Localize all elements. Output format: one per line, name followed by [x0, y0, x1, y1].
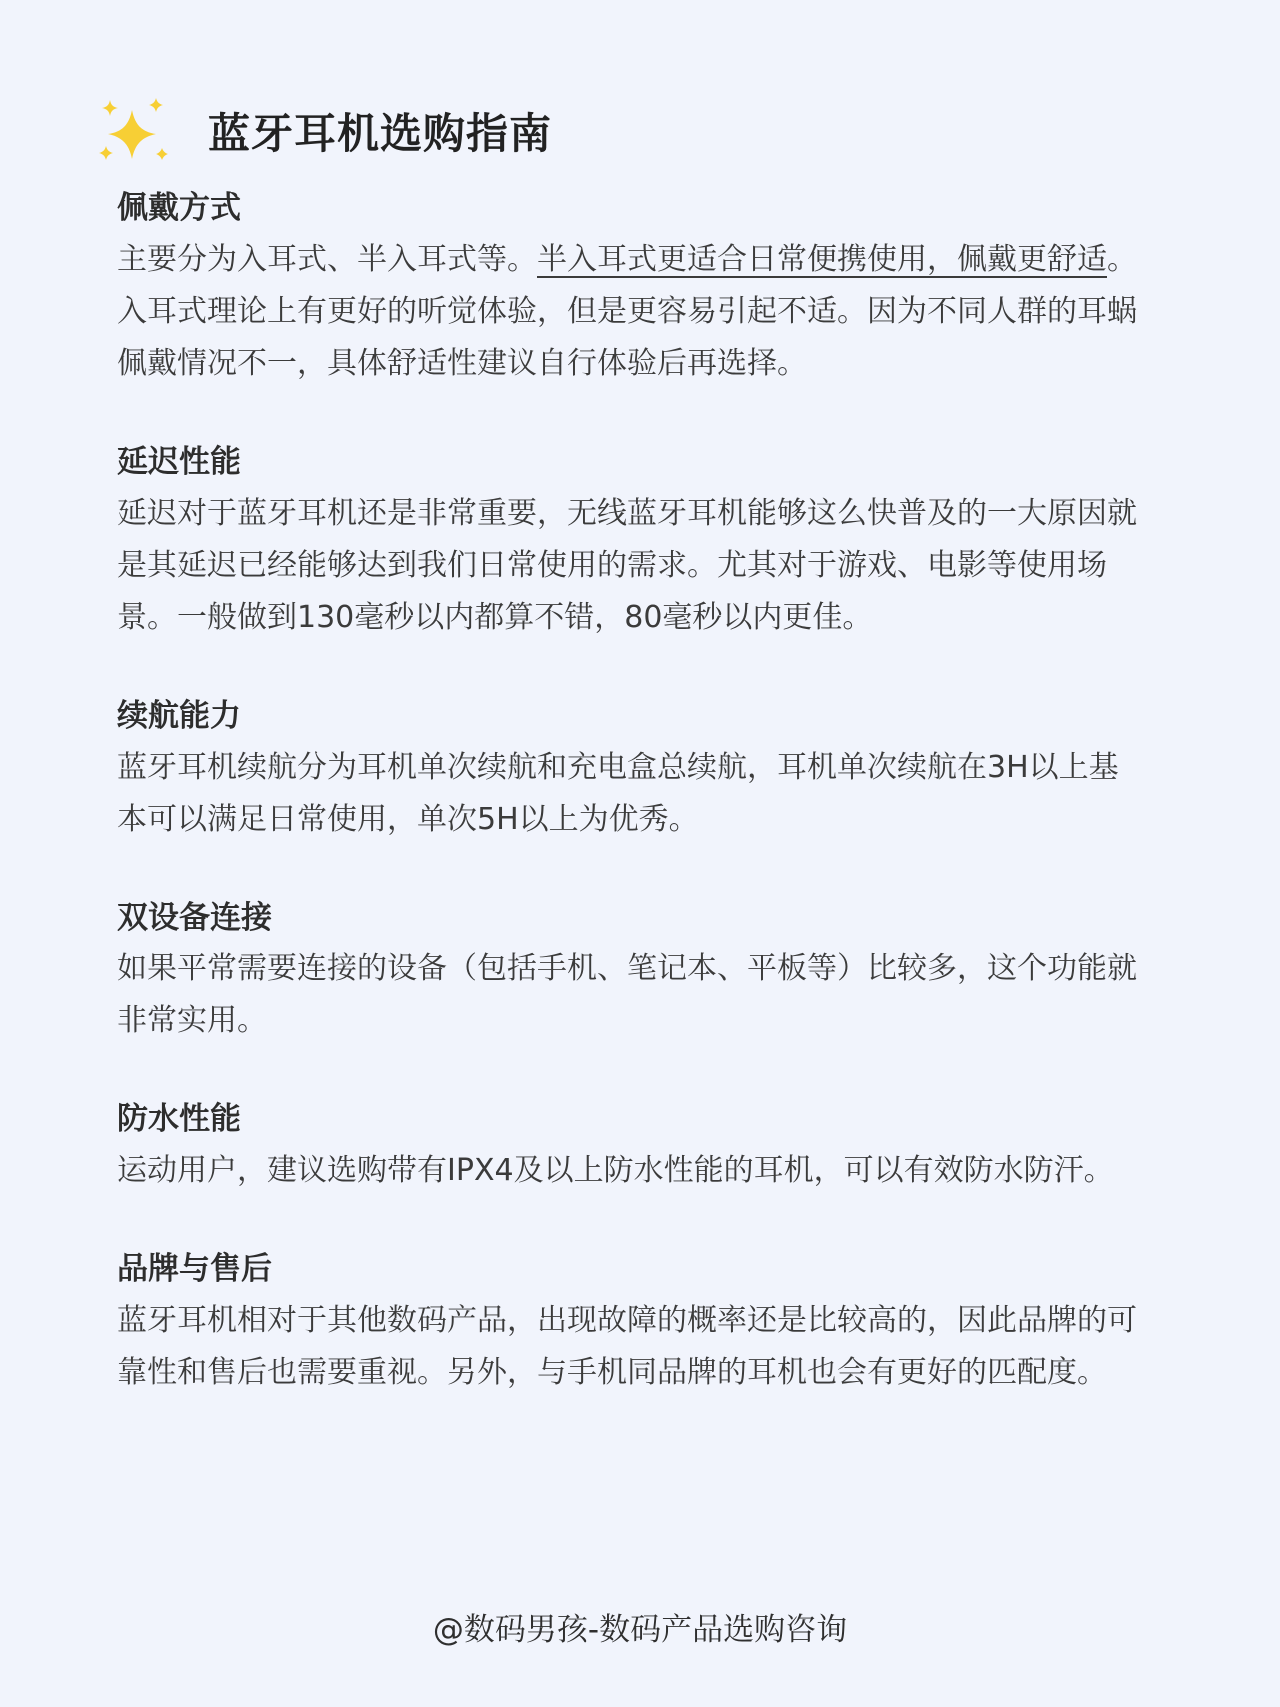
section-latency: [117, 442, 1147, 644]
section-brand-service: [117, 1249, 1147, 1399]
guide-content: [117, 188, 1147, 1451]
section-body: 蓝牙耳机相对于其他数码产品，出现故障的概率还是比较高的，因此品牌的可靠性和售后也需要重视。另外，与手机同品牌的耳机也会有更好的匹配度。: [117, 1303, 1137, 1391]
sparkles-icon: [92, 92, 176, 176]
header: [92, 92, 552, 176]
section-title: 延迟性能: [117, 443, 241, 480]
section-dual-device: [117, 898, 1147, 1048]
section-body: 延迟对于蓝牙耳机还是非常重要，无线蓝牙耳机能够这么快普及的一大原因就是其延迟已经能够达到我们日常使用的需求。尤其对于游戏、电影等使用场景。一般做到130毫秒以内都算不错，80毫秒以内更佳。: [117, 495, 1137, 635]
section-title: 双设备连接: [117, 899, 272, 936]
section-body-text: 主要分为入耳式、半入耳式等。: [117, 241, 537, 277]
section-title: 防水性能: [117, 1101, 241, 1138]
page-title: 蓝牙耳机选购指南: [208, 108, 553, 158]
section-title: 佩戴方式: [117, 190, 241, 226]
section-body: [117, 234, 1147, 390]
section-title: 续航能力: [117, 697, 241, 734]
section-body: 如果平常需要连接的设备（包括手机、笔记本、平板等）比较多，这个功能就非常实用。: [117, 951, 1137, 1039]
section-title: 品牌与售后: [117, 1251, 272, 1288]
section-body-text: 。入耳式理论上有更好的听觉体验，但是更容易引起不适。因为不同人群的耳蜗佩戴情况不一，具体舒适性建议自行体验后再选择。: [117, 241, 1137, 381]
section-wearing-style: [117, 188, 1147, 390]
footer-credit: @数码男孩-数码产品选购咨询: [432, 1612, 848, 1648]
section-body: 运动用户，建议选购带有IPX4及以上防水性能的耳机，可以有效防水防汗。: [117, 1153, 1114, 1189]
highlighted-text: 半入耳式更适合日常便携使用，佩戴更舒适: [537, 241, 1107, 277]
section-battery-life: [117, 696, 1147, 846]
section-waterproof: [117, 1099, 1147, 1197]
section-body: 蓝牙耳机续航分为耳机单次续航和充电盒总续航，耳机单次续航在3H以上基本可以满足日常使用，单次5H以上为优秀。: [117, 749, 1119, 837]
